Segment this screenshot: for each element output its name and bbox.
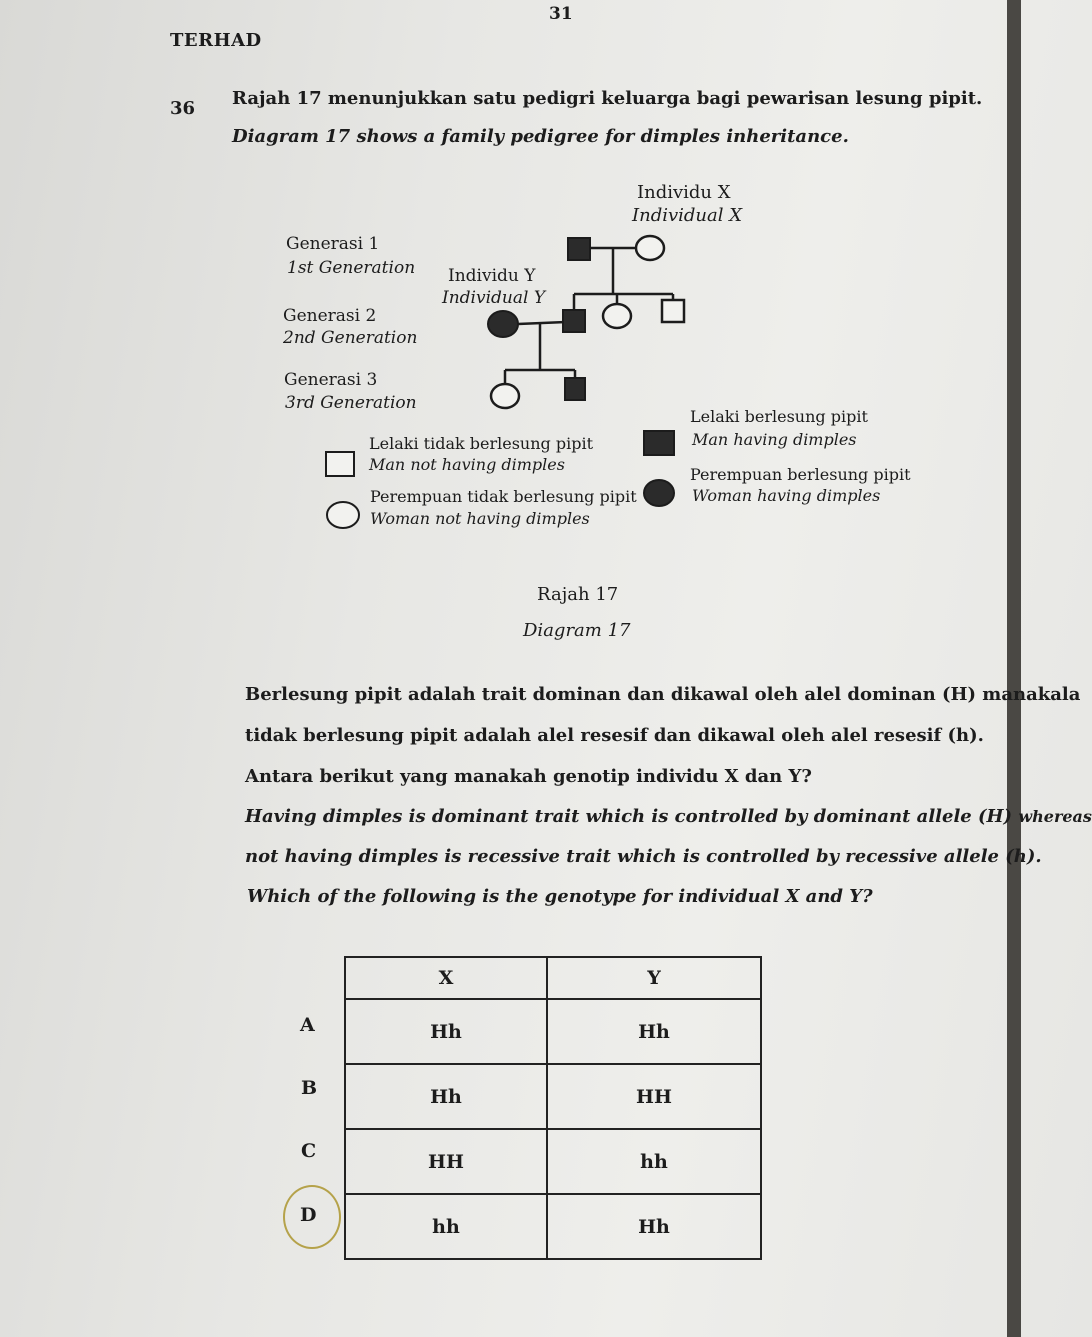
legend-woman-no-dimples-en: Woman not having dimples — [370, 509, 590, 528]
question-intro-ms: Rajah 17 menunjukkan satu pedigri keluarga bagi pewarisan lesung pipit. — [232, 88, 983, 109]
gen1-man-dimples — [568, 238, 590, 260]
diagram-caption-ms: Rajah 17 — [537, 584, 619, 605]
body-line-1-ms: Berlesung pipit adalah trait dominan dan dikawal oleh alel dominan (H) manakala — [245, 684, 1081, 705]
table-header-x: X — [345, 957, 547, 999]
option-d-y: Hh — [547, 1194, 761, 1259]
legend-man-no-dimples-symbol — [326, 452, 354, 476]
classification-label: TERHAD — [170, 30, 262, 51]
table-row — [345, 1129, 761, 1194]
table-header-y: Y — [547, 957, 761, 999]
option-c-x: HH — [345, 1129, 547, 1194]
individual-y-woman-dimples — [488, 311, 518, 337]
option-a-y: Hh — [547, 999, 761, 1064]
legend-woman-no-dimples-ms: Perempuan tidak berlesung pipit — [370, 487, 637, 506]
answer-table — [344, 956, 762, 1260]
generation-1-label-ms: Generasi 1 — [286, 234, 380, 254]
option-c-letter[interactable]: C — [301, 1140, 317, 1162]
legend-man-no-dimples-ms: Lelaki tidak berlesung pipit — [369, 434, 593, 453]
gen2-man-dimples — [563, 310, 585, 332]
option-b-y: HH — [547, 1064, 761, 1129]
body-line-4-en-main: Having dimples is dominant trait which is controlled by dominant allele (H) — [245, 806, 1013, 827]
table-row — [345, 1064, 761, 1129]
diagram-caption-en: Diagram 17 — [523, 620, 631, 641]
generation-3-label-ms: Generasi 3 — [284, 370, 378, 390]
option-a-x: Hh — [345, 999, 547, 1064]
page-number: 31 — [549, 4, 573, 24]
gen3-woman-no-dimples — [491, 384, 519, 408]
legend-woman-dimples-symbol — [644, 480, 674, 506]
generation-2-label-en: 2nd Generation — [283, 328, 418, 348]
legend-man-dimples-ms: Lelaki berlesung pipit — [690, 407, 868, 426]
individual-x-label-en: Individual X — [632, 205, 743, 226]
question-intro-en: Diagram 17 shows a family pedigree for dimples inheritance. — [232, 126, 849, 147]
option-d-letter[interactable]: D — [300, 1204, 317, 1226]
option-c-y: hh — [547, 1129, 761, 1194]
generation-2-label-ms: Generasi 2 — [283, 306, 377, 326]
option-b-x: Hh — [345, 1064, 547, 1129]
legend-man-dimples-symbol — [644, 431, 674, 455]
table-row — [345, 999, 761, 1064]
body-line-4-en — [245, 806, 1092, 827]
question-number: 36 — [170, 98, 196, 119]
individual-x-label-ms: Individu X — [637, 182, 731, 203]
gen2-marriage-line — [518, 322, 566, 324]
legend-woman-dimples-en: Woman having dimples — [692, 486, 881, 505]
individual-x-woman-no-dimples — [636, 236, 664, 260]
body-line-4-en-tail: whereas — [1018, 807, 1092, 826]
generation-1-label-en: 1st Generation — [287, 258, 416, 278]
individual-y-label-ms: Individu Y — [448, 266, 536, 286]
legend-woman-no-dimples-symbol — [327, 502, 359, 528]
gen2-woman-no-dimples — [603, 304, 631, 328]
body-line-2-ms: tidak berlesung pipit adalah alel resesif dan dikawal oleh alel resesif (h). — [245, 725, 984, 746]
answer-circle-mark — [283, 1185, 341, 1249]
option-b-letter[interactable]: B — [301, 1077, 318, 1099]
option-d-x: hh — [345, 1194, 547, 1259]
individual-y-label-en: Individual Y — [442, 288, 546, 308]
gen3-man-dimples — [565, 378, 585, 400]
generation-3-label-en: 3rd Generation — [285, 393, 417, 413]
option-a-letter[interactable]: A — [300, 1014, 315, 1036]
table-row — [345, 1194, 761, 1259]
gen2-man-no-dimples — [662, 300, 684, 322]
legend-woman-dimples-ms: Perempuan berlesung pipit — [690, 465, 911, 484]
body-line-6-en: Which of the following is the genotype for individual X and Y? — [247, 886, 873, 907]
table-header-row — [345, 957, 761, 999]
body-line-3-ms: Antara berikut yang manakah genotip individu X dan Y? — [245, 766, 812, 787]
legend-man-no-dimples-en: Man not having dimples — [369, 455, 565, 474]
body-line-5-en: not having dimples is recessive trait which is controlled by recessive allele (h). — [245, 846, 1042, 867]
legend-man-dimples-en: Man having dimples — [692, 430, 857, 449]
